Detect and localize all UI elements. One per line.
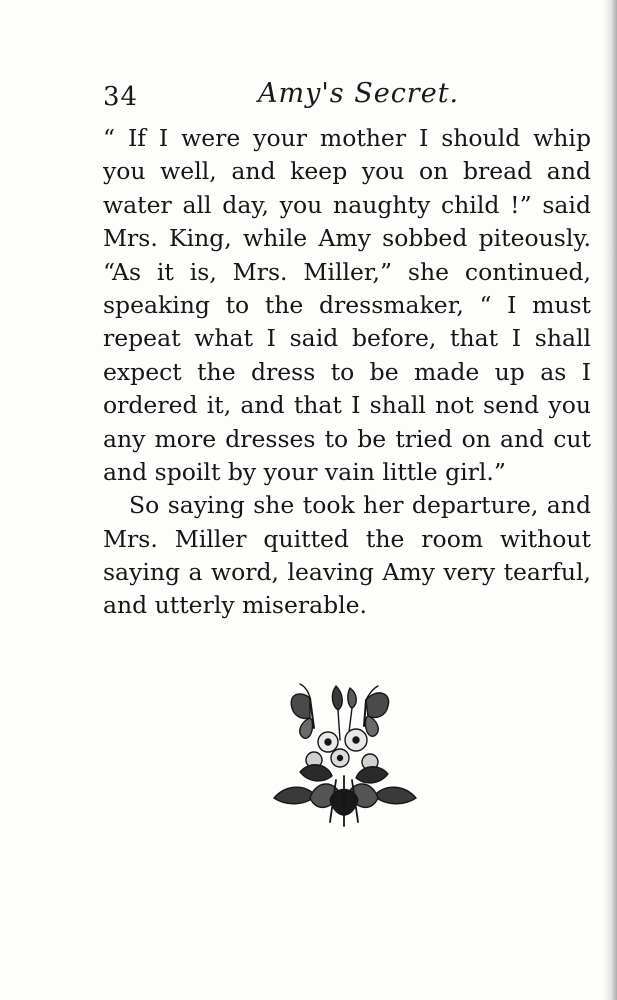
page-number: 34	[103, 82, 139, 112]
text-line: you well, and keep you on bread and	[103, 157, 591, 186]
body-text	[103, 122, 591, 623]
page-edge-shadow	[603, 0, 617, 1000]
text-line: saying a word, leaving Amy very tearful,	[103, 558, 591, 587]
paragraph-2	[103, 489, 591, 623]
running-head	[103, 78, 591, 114]
text-line: expect the dress to be made up as I	[103, 357, 591, 386]
floral-butterfly-vignette-icon	[270, 680, 420, 828]
text-line: water all day, you naughty child !” said	[103, 190, 591, 219]
text-line: “As it is, Mrs. Miller,” she continued,	[103, 257, 591, 286]
text-line: “ If I were your mother I should whip	[103, 124, 591, 152]
text-line: and spoilt by your vain little girl.”	[103, 457, 506, 486]
text-line: ordered it, and that I shall not send you	[103, 391, 591, 420]
text-line: repeat what I said before, that I shall	[103, 324, 591, 353]
text-line: and utterly miserable.	[103, 591, 368, 620]
book-title: Amy's Secret.	[258, 78, 460, 109]
text-line: So saying she took her departure, and	[129, 491, 591, 520]
text-line: Mrs. King, while Amy sobbed piteously.	[103, 224, 591, 253]
text-line: any more dresses to be tried on and cut	[103, 424, 591, 453]
text-line: speaking to the dressmaker, “ I must	[103, 290, 591, 319]
text-line: Mrs. Miller quitted the room without	[103, 524, 591, 553]
paragraph-1	[103, 122, 591, 489]
